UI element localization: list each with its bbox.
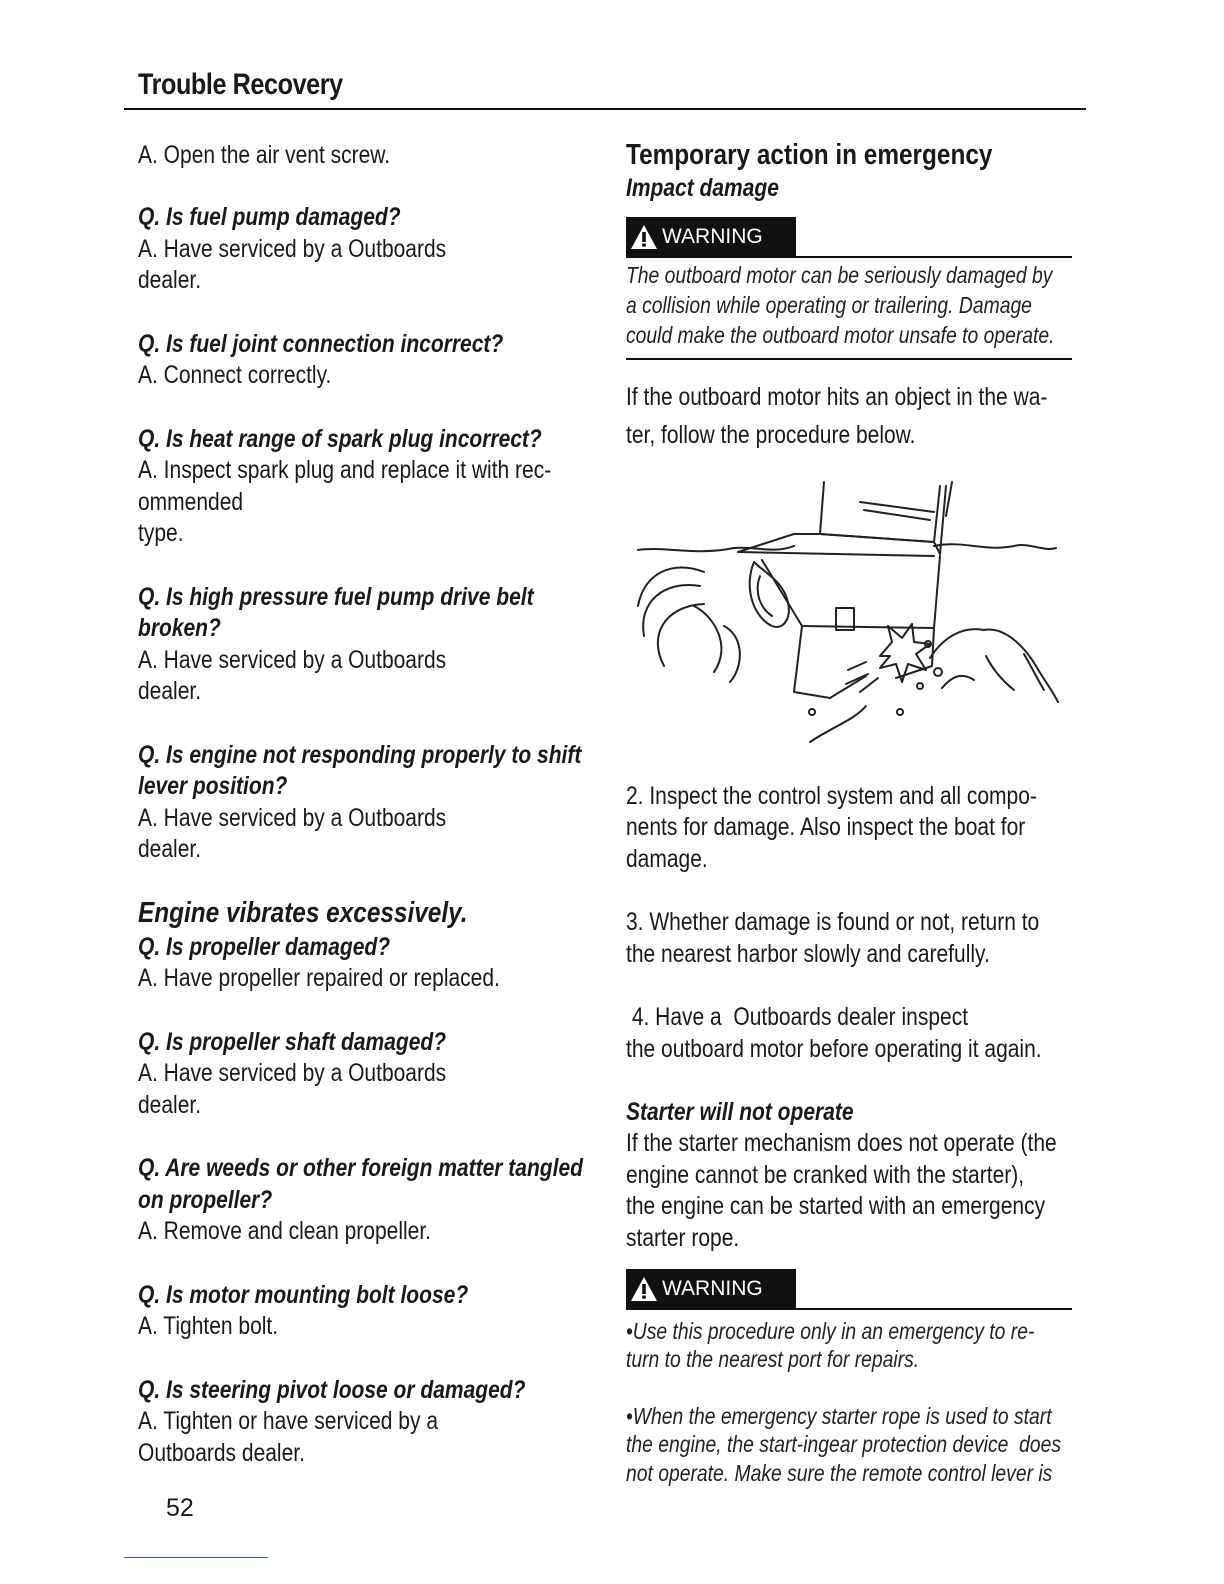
heading-temporary-action: Temporary action in emergency [626, 139, 993, 171]
question-shift-line1: Q. Is engine not responding properly to shift [138, 741, 582, 769]
outboard-motor-drawing [738, 482, 952, 698]
answer-propeller: A. Have propeller repaired or replaced. [138, 964, 500, 992]
warning1-line2: a collision while operating or trailering. Damage [626, 292, 1032, 318]
warning-top-rule [626, 256, 1072, 258]
starter-line3: the engine can be started with an emergency [626, 1192, 1046, 1220]
answer-prop-shaft-line1: A. Have serviced by a Outboards [138, 1059, 447, 1087]
answer-belt-line1: A. Have serviced by a Outboards [138, 646, 447, 674]
step2-line1: 2. Inspect the control system and all compo- [626, 782, 1037, 810]
warning-bottom-rule [626, 358, 1072, 360]
subheading-starter: Starter will not operate [626, 1098, 854, 1126]
answer-steering-line2: Outboards dealer. [138, 1439, 305, 1467]
warning1-line3: could make the outboard motor unsafe to operate. [626, 322, 1055, 348]
answer-spark-plug-line1: A. Inspect spark plug and replace it with rec- [138, 456, 552, 484]
answer-mount-bolt: A. Tighten bolt. [138, 1312, 279, 1340]
question-belt-line1: Q. Is high pressure fuel pump drive belt [138, 583, 534, 611]
step4-line1: 4. Have a Outboards dealer inspect [626, 1003, 969, 1031]
question-steering: Q. Is steering pivot loose or damaged? [138, 1376, 526, 1404]
warning1-line1: The outboard motor can be seriously damaged by [626, 262, 1053, 288]
header-divider [124, 108, 1086, 110]
warning-label-text: WARNING [662, 225, 763, 248]
answer-belt-line2: dealer. [138, 677, 202, 705]
intro-line1: If the outboard motor hits an object in the wa- [626, 383, 1048, 411]
water-surface-line [638, 544, 1056, 551]
answer-prop-shaft-line2: dealer. [138, 1091, 202, 1119]
answer-open-vent: A. Open the air vent screw. [138, 141, 391, 169]
step3-line1: 3. Whether damage is found or not, return to [626, 908, 1040, 936]
seabed-line [810, 706, 866, 742]
answer-steering-line1: A. Tighten or have serviced by a [138, 1407, 439, 1435]
question-fuel-pump: Q. Is fuel pump damaged? [138, 203, 401, 231]
warning2-bullet2-line1: •When the emergency starter rope is used to start [626, 1403, 1052, 1429]
warning2-bullet2-line3: not operate. Make sure the remote control lever is [626, 1460, 1053, 1486]
question-prop-shaft: Q. Is propeller shaft damaged? [138, 1028, 447, 1056]
answer-fuel-pump-line2: dealer. [138, 266, 202, 294]
step2-line2: nents for damage. Also inspect the boat for [626, 813, 1026, 841]
answer-fuel-pump-line1: A. Have serviced by a Outboards [138, 235, 447, 263]
question-mount-bolt: Q. Is motor mounting bolt loose? [138, 1281, 469, 1309]
question-propeller: Q. Is propeller damaged? [138, 933, 391, 961]
question-spark-plug: Q. Is heat range of spark plug incorrect? [138, 425, 542, 453]
page-number: 52 [166, 1494, 194, 1522]
step3-line2: the nearest harbor slowly and carefully. [626, 940, 990, 968]
warning-badge-impact [626, 217, 796, 257]
warning-triangle-icon [630, 1276, 658, 1302]
warning2-top-rule [626, 1308, 1072, 1310]
question-weeds-line2: on propeller? [138, 1186, 273, 1214]
question-weeds-line1: Q. Are weeds or other foreign matter tangled [138, 1154, 583, 1182]
warning2-bullet1-line1: •Use this procedure only in an emergency to re- [626, 1318, 1035, 1344]
impact-burst [809, 624, 942, 715]
starter-line4: starter rope. [626, 1224, 740, 1252]
answer-spark-plug-line3: type. [138, 519, 184, 547]
section-engine-vibrates: Engine vibrates excessively. [138, 897, 468, 929]
step2-line3: damage. [626, 845, 708, 873]
question-fuel-joint: Q. Is fuel joint connection incorrect? [138, 330, 504, 358]
propeller-swirl-drawing [638, 567, 740, 682]
step4-line2: the outboard motor before operating it again. [626, 1035, 1042, 1063]
intro-line2: ter, follow the procedure below. [626, 421, 916, 449]
warning-label-text: WARNING [662, 1277, 763, 1300]
rock-drawing [930, 629, 1058, 702]
warning2-bullet1-line2: turn to the nearest port for repairs. [626, 1346, 920, 1372]
warning-badge-starter [626, 1269, 796, 1309]
answer-spark-plug-line2: ommended [138, 488, 244, 516]
question-shift-line2: lever position? [138, 772, 288, 800]
answer-shift-line2: dealer. [138, 835, 202, 863]
starter-line2: engine cannot be cranked with the starter), [626, 1161, 1025, 1189]
footer-link-rule [124, 1557, 268, 1558]
answer-fuel-joint: A. Connect correctly. [138, 361, 332, 389]
question-belt-line2: broken? [138, 614, 221, 642]
answer-shift-line1: A. Have serviced by a Outboards [138, 804, 447, 832]
starter-line1: If the starter mechanism does not operate (the [626, 1129, 1057, 1157]
warning2-bullet2-line2: the engine, the start-ingear protection device does [626, 1431, 1061, 1457]
answer-weeds: A. Remove and clean propeller. [138, 1217, 432, 1245]
page-header-title: Trouble Recovery [138, 68, 343, 101]
impact-illustration [634, 476, 1064, 752]
subheading-impact-damage: Impact damage [626, 174, 779, 202]
warning-triangle-icon [630, 224, 658, 250]
